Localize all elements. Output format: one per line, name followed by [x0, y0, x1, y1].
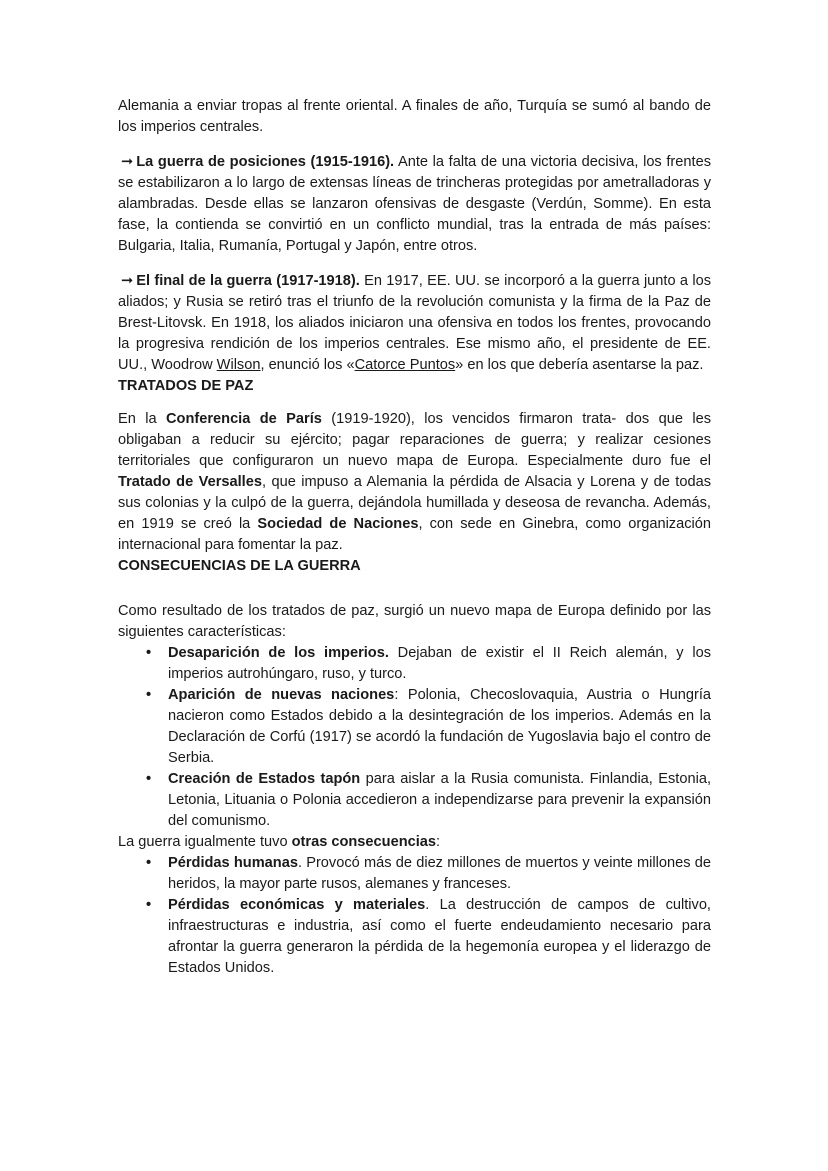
item-title: Aparición de nuevas naciones — [168, 687, 395, 703]
bullet-icon: • — [146, 897, 152, 913]
intro-paragraph: Alemania a enviar tropas al frente oriental. A finales de año, Turquía se sumó al bando de los imperios centrales. — [118, 98, 711, 135]
otras-post: : — [436, 834, 441, 850]
item-text: . Provocó más de diez millones de muertos y veinte millones de heridos, la mayor parte rusos, alemanes y franceses. — [168, 855, 711, 892]
item-title: Pérdidas humanas — [168, 855, 298, 871]
final-paragraph — [118, 271, 711, 376]
otras-bold: otras consecuencias — [291, 834, 437, 850]
bullet-icon: • — [146, 645, 152, 661]
item-text: Dejaban de existir el II Reich alemán, y los imperios autrohúngaro, ruso, y turco. — [168, 645, 711, 682]
posiciones-paragraph — [118, 152, 711, 257]
item-title: Pérdidas económicas y materiales — [168, 897, 426, 913]
item-title: Desaparición de los imperios. — [168, 645, 389, 661]
tratados-text-2: (1919-1920), los vencidos firmaron trata- dos que les obligaban a reducir su ejército; pagar reparaciones de guerra; y realizar cesiones territoriales que configuraron un nuevo mapa de Europa. Especialmente duro fue el — [118, 411, 712, 469]
otras-list — [118, 853, 711, 979]
document-page — [118, 96, 711, 979]
arrow-icon: ➞ — [121, 273, 134, 289]
wilson-link[interactable]: Wilson, — [216, 357, 265, 373]
otras-pre: La guerra igualmente tuvo — [118, 834, 292, 850]
conferencia-paris: Conferencia de París — [166, 411, 322, 427]
catorce-puntos-link[interactable]: Catorce Puntos — [354, 357, 456, 373]
item-text: . La destrucción de campos de cultivo, infraestructuras e industria, así como el fuerte endeudamiento necesario para afrontar la guerra generaron la pérdida de la hegemonía europea y el liderazgo de Estados Unidos. — [168, 897, 711, 976]
consecuencias-intro: Como resultado de los tratados de paz, surgió un nuevo mapa de Europa definido por las siguientes características: — [118, 603, 711, 640]
list-item — [118, 643, 711, 685]
list-item — [118, 853, 711, 895]
caracteristicas-list — [118, 643, 711, 832]
item-text: para aislar a la Rusia comunista. Finlandia, Estonia, Letonia, Lituania o Polonia accedieron a independizarse para prevenir la expansión del comunismo. — [168, 771, 712, 829]
consecuencias-heading: CONSECUENCIAS DE LA GUERRA — [118, 558, 361, 574]
tratados-paragraph — [118, 409, 711, 556]
final-title: El final de la guerra (1917-1918). — [136, 273, 360, 289]
bullet-icon: • — [146, 771, 152, 787]
tratados-text-3: , que impuso a Alemania la pérdida de Alsacia y Lorena y de todas sus colonias y la culpó de la guerra, dejándola humillada y deseosa de revancha. Además, en 1919 se creó la — [118, 474, 712, 532]
sociedad-naciones: Sociedad de Naciones — [257, 516, 419, 532]
bullet-icon: • — [146, 687, 152, 703]
tratados-text-1: En la — [118, 411, 167, 427]
tratados-heading: TRATADOS DE PAZ — [118, 378, 254, 394]
posiciones-title: La guerra de posiciones (1915-1916). — [136, 154, 395, 170]
tratados-text-4: , con sede en Ginebra, como organización internacional para fomentar la paz. — [118, 516, 711, 553]
tratado-versalles: Tratado de Versalles — [118, 474, 262, 490]
list-item — [118, 769, 711, 832]
arrow-icon: ➞ — [121, 154, 134, 170]
bullet-icon: • — [146, 855, 152, 871]
list-item — [118, 685, 711, 769]
posiciones-text: Ante la falta de una victoria decisiva, los frentes se estabilizaron a lo largo de extensas líneas de trincheras protegidas por ametralladoras y alambradas. Desde ellas se lanzaron ofensivas de desgaste (Verdún, Somme). En esta fase, la contienda se convirtió en un conflicto mundial, tras la entrada de más países: Bulgaria, Italia, Rumanía, Portugal y Japón, entre otros. — [118, 154, 711, 254]
final-text-1: En 1917, EE. UU. se incorporó a la guerra junto a los aliados; y Rusia se retiró tras el triunfo de la revolución comunista y la firma de la Paz de Brest-Litovsk. En 1918, los aliados iniciaron una ofensiva en todos los frentes, provocando la progresiva rendición de los imperios centrales. Ese mismo año, el presidente de EE. UU., Woodrow — [118, 273, 712, 373]
final-text-2: enunció los « — [264, 357, 355, 373]
otras-consecuencias-line — [118, 832, 711, 853]
item-text: : Polonia, Checoslovaquia, Austria o Hungría nacieron como Estados debido a la desintegración de los imperios. Además en la Declaración de Corfú (1917) se acordó la fundación de Yugoslavia bajo el contro de Serbia. — [168, 687, 711, 766]
final-text-3: » en los que debería asentarse la paz. — [455, 357, 704, 373]
item-title: Creación de Estados tapón — [168, 771, 361, 787]
list-item — [118, 895, 711, 979]
